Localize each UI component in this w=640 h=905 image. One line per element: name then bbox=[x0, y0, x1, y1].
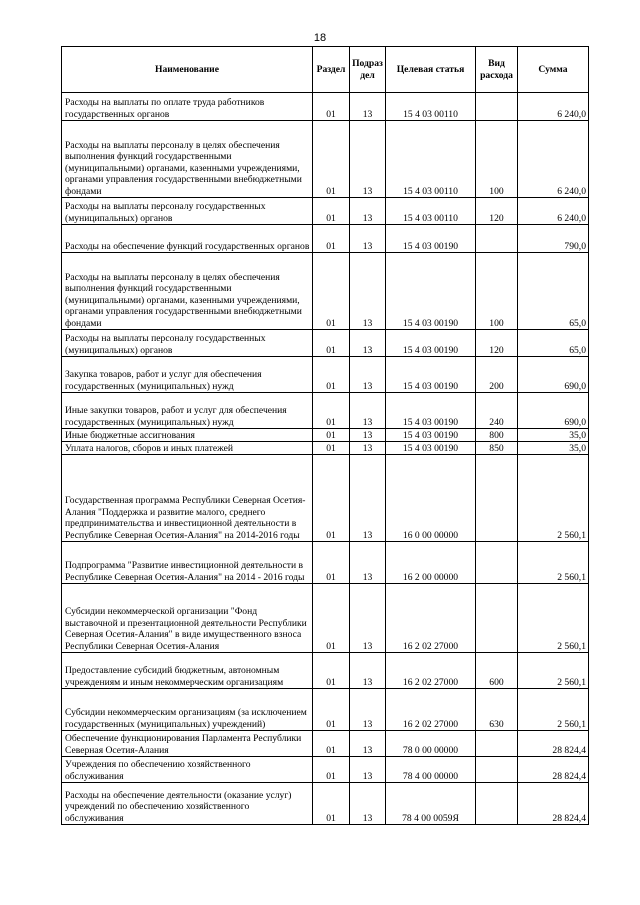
row-target-article-text: 15 4 03 00110 bbox=[403, 212, 458, 224]
row-target-article-text: 16 2 02 27000 bbox=[402, 718, 459, 730]
row-section bbox=[313, 455, 350, 542]
row-sum-text: 2 560,1 bbox=[557, 676, 586, 688]
row-sum-text: 2 560,1 bbox=[557, 571, 586, 583]
row-section-text: 01 bbox=[326, 380, 336, 392]
row-subsection bbox=[350, 442, 386, 455]
row-sum-text: 35,0 bbox=[569, 429, 586, 441]
row-name bbox=[62, 93, 313, 121]
row-sum bbox=[518, 653, 589, 689]
row-name-text: Закупка товаров, работ и услуг для обеспечения государственных (муниципальных) нужд bbox=[65, 369, 262, 392]
table-row bbox=[62, 225, 589, 253]
row-target-article bbox=[386, 253, 476, 330]
row-sum bbox=[518, 584, 589, 653]
page-number: 18 bbox=[313, 32, 327, 44]
row-sum bbox=[518, 330, 589, 357]
row-expense-type bbox=[476, 689, 518, 731]
row-sum-text: 6 240,0 bbox=[557, 108, 586, 120]
row-expense-type bbox=[476, 121, 518, 198]
row-name-text: Подпрограмма "Развитие инвестиционной деятельности в Республике Северная Осетия-Алания" на 2014 - 2016 годы bbox=[65, 560, 305, 583]
row-section bbox=[313, 757, 350, 783]
row-sum bbox=[518, 731, 589, 757]
row-name bbox=[62, 357, 313, 393]
row-target-article bbox=[386, 357, 476, 393]
row-target-article bbox=[386, 121, 476, 198]
budget-table bbox=[61, 46, 589, 825]
row-section-text: 01 bbox=[326, 108, 336, 120]
row-target-article bbox=[386, 653, 476, 689]
table-row bbox=[62, 689, 589, 731]
row-expense-type bbox=[476, 455, 518, 542]
row-subsection-text: 13 bbox=[362, 380, 373, 392]
row-subsection bbox=[350, 93, 386, 121]
row-expense-type bbox=[476, 393, 518, 429]
row-expense-type-text: 100 bbox=[489, 185, 504, 197]
row-section bbox=[313, 225, 350, 253]
row-section-text: 01 bbox=[326, 416, 336, 428]
row-expense-type bbox=[476, 357, 518, 393]
row-sum-text: 65,0 bbox=[569, 344, 586, 356]
row-section-text: 01 bbox=[326, 571, 336, 583]
table-row bbox=[62, 653, 589, 689]
row-subsection bbox=[350, 653, 386, 689]
row-name bbox=[62, 584, 313, 653]
row-subsection-text: 13 bbox=[362, 571, 373, 583]
row-subsection bbox=[350, 783, 386, 825]
row-expense-type-text: 850 bbox=[489, 442, 504, 454]
row-name-text: Обеспечение функционирования Парламента Республики Северная Осетия-Алания bbox=[65, 733, 302, 756]
row-target-article bbox=[386, 689, 476, 731]
row-expense-type-text: 120 bbox=[489, 212, 504, 224]
row-name-text: Расходы на выплаты персоналу государственных (муниципальных) органов bbox=[65, 333, 266, 356]
row-sum bbox=[518, 689, 589, 731]
table-row bbox=[62, 93, 589, 121]
row-name bbox=[62, 429, 313, 442]
row-expense-type bbox=[476, 225, 518, 253]
row-subsection-text: 13 bbox=[362, 429, 373, 441]
row-expense-type-text: 800 bbox=[489, 429, 504, 441]
row-expense-type bbox=[476, 429, 518, 442]
row-expense-type bbox=[476, 198, 518, 225]
row-expense-type bbox=[476, 330, 518, 357]
row-sum-text: 790,0 bbox=[564, 240, 586, 252]
row-target-article-text: 15 4 03 00190 bbox=[402, 317, 459, 329]
row-section-text: 01 bbox=[326, 212, 336, 224]
row-name bbox=[62, 253, 313, 330]
row-subsection-text: 13 bbox=[362, 442, 373, 454]
header-sum: Сумма bbox=[518, 47, 589, 93]
row-name bbox=[62, 198, 313, 225]
row-sum bbox=[518, 198, 589, 225]
row-section bbox=[313, 653, 350, 689]
row-target-article-text: 15 4 03 00190 bbox=[402, 429, 459, 441]
row-sum-text: 2 560,1 bbox=[557, 529, 586, 541]
row-name-text: Расходы на выплаты персоналу государственных (муниципальных) органов bbox=[65, 201, 266, 224]
row-sum bbox=[518, 225, 589, 253]
row-target-article bbox=[386, 393, 476, 429]
row-name-text: Субсидии некоммерческим организациям (за исключением государственных (муниципальных) учреждений) bbox=[65, 707, 307, 730]
row-section-text: 01 bbox=[326, 529, 336, 541]
row-expense-type bbox=[476, 731, 518, 757]
row-subsection bbox=[350, 429, 386, 442]
row-section bbox=[313, 393, 350, 429]
row-section bbox=[313, 689, 350, 731]
row-subsection bbox=[350, 253, 386, 330]
table-row bbox=[62, 542, 589, 584]
row-expense-type bbox=[476, 757, 518, 783]
row-name-text: Расходы на выплаты персоналу в целях обеспечения выполнения функций государственными (муниципальными) органами, казенными учреждениями, органами управления государственными внебюджетными фондами bbox=[65, 139, 302, 197]
row-name-text: Расходы на обеспечение функций государственных органов bbox=[65, 240, 310, 252]
row-section-text: 01 bbox=[326, 676, 336, 688]
row-section bbox=[313, 584, 350, 653]
row-sum-text: 690,0 bbox=[564, 416, 586, 428]
row-sum-text: 6 240,0 bbox=[557, 212, 586, 224]
row-subsection-text: 13 bbox=[362, 212, 373, 224]
row-target-article bbox=[386, 442, 476, 455]
row-name bbox=[62, 783, 313, 825]
row-sum bbox=[518, 357, 589, 393]
row-name-text: Предоставление субсидий бюджетным, автономным учреждениям и иным некоммерческим организациям bbox=[65, 665, 284, 688]
row-expense-type-text: 100 bbox=[489, 317, 504, 329]
row-name bbox=[62, 330, 313, 357]
row-target-article-text: 15 4 03 00110 bbox=[403, 108, 458, 120]
row-target-article bbox=[386, 731, 476, 757]
table-row bbox=[62, 393, 589, 429]
row-section bbox=[313, 330, 350, 357]
row-sum-text: 28 824,4 bbox=[552, 744, 586, 756]
row-name-text: Государственная программа Республики Северная Осетия-Алания "Поддержка и развитие малого, среднего предпринимательства и инвестиционной деятельности в Республике Северная Осетия-Алания" на 2014-2016 годы bbox=[65, 495, 306, 541]
row-sum-text: 28 824,4 bbox=[552, 812, 586, 824]
row-name bbox=[62, 225, 313, 253]
row-section bbox=[313, 198, 350, 225]
table-row bbox=[62, 357, 589, 393]
header-expense-type: Вид расхода bbox=[476, 47, 518, 93]
header-section: Раздел bbox=[313, 47, 350, 93]
row-sum bbox=[518, 455, 589, 542]
row-sum bbox=[518, 783, 589, 825]
row-target-article bbox=[386, 93, 476, 121]
row-sum bbox=[518, 442, 589, 455]
row-expense-type-text: 200 bbox=[489, 380, 504, 392]
row-sum bbox=[518, 757, 589, 783]
row-section bbox=[313, 93, 350, 121]
row-section-text: 01 bbox=[326, 718, 336, 730]
table-header-row bbox=[62, 47, 589, 93]
row-name bbox=[62, 757, 313, 783]
row-name-text: Субсидии некоммерческой организации "Фонд выставочной и презентационной деятельности Республики Северная Осетия-Алания" в виде имущественного взноса Республики Северная Осетия-Алания bbox=[65, 606, 307, 652]
row-section-text: 01 bbox=[326, 770, 336, 782]
row-sum bbox=[518, 253, 589, 330]
row-sum-text: 6 240,0 bbox=[557, 185, 586, 197]
row-expense-type bbox=[476, 93, 518, 121]
row-target-article-text: 15 4 03 00190 bbox=[402, 442, 459, 454]
row-subsection-text: 13 bbox=[362, 770, 373, 782]
row-target-article bbox=[386, 783, 476, 825]
row-target-article bbox=[386, 757, 476, 783]
row-section-text: 01 bbox=[326, 344, 336, 356]
row-section-text: 01 bbox=[326, 812, 336, 824]
row-subsection-text: 13 bbox=[362, 744, 373, 756]
row-target-article-text: 16 0 00 00000 bbox=[402, 529, 459, 541]
row-name-text: Иные закупки товаров, работ и услуг для обеспечения государственных (муниципальных) нужд bbox=[65, 405, 287, 428]
row-subsection-text: 13 bbox=[362, 185, 373, 197]
row-section-text: 01 bbox=[326, 240, 336, 252]
row-name bbox=[62, 653, 313, 689]
row-name bbox=[62, 121, 313, 198]
row-target-article bbox=[386, 542, 476, 584]
row-name-text: Расходы на выплаты персоналу в целях обеспечения выполнения функций государственными (муниципальными) органами, казенными учреждениями, органами управления государственными внебюджетными фондами bbox=[65, 271, 302, 329]
table-row bbox=[62, 757, 589, 783]
row-subsection-text: 13 bbox=[362, 640, 373, 652]
row-sum-text: 35,0 bbox=[569, 442, 586, 454]
row-target-article bbox=[386, 584, 476, 653]
row-subsection bbox=[350, 330, 386, 357]
row-section-text: 01 bbox=[326, 442, 336, 454]
row-expense-type bbox=[476, 653, 518, 689]
row-expense-type bbox=[476, 442, 518, 455]
row-section bbox=[313, 442, 350, 455]
row-section bbox=[313, 429, 350, 442]
row-name bbox=[62, 731, 313, 757]
row-target-article-text: 78 4 00 00000 bbox=[402, 770, 459, 782]
row-sum bbox=[518, 429, 589, 442]
row-sum bbox=[518, 393, 589, 429]
row-target-article-text: 15 4 03 00190 bbox=[402, 344, 459, 356]
row-expense-type bbox=[476, 542, 518, 584]
row-name-text: Учреждения по обеспечению хозяйственного обслуживания bbox=[65, 759, 251, 782]
row-subsection bbox=[350, 357, 386, 393]
table-row bbox=[62, 731, 589, 757]
row-section bbox=[313, 357, 350, 393]
row-target-article-text: 16 2 00 00000 bbox=[402, 571, 459, 583]
table-row bbox=[62, 584, 589, 653]
table-body bbox=[62, 93, 589, 825]
row-subsection bbox=[350, 121, 386, 198]
row-sum-text: 2 560,1 bbox=[557, 640, 586, 652]
row-section bbox=[313, 731, 350, 757]
table-row bbox=[62, 253, 589, 330]
table-row bbox=[62, 442, 589, 455]
row-subsection bbox=[350, 198, 386, 225]
row-subsection bbox=[350, 689, 386, 731]
table-row bbox=[62, 330, 589, 357]
row-name bbox=[62, 455, 313, 542]
row-name bbox=[62, 442, 313, 455]
row-subsection bbox=[350, 731, 386, 757]
header-name: Наименование bbox=[62, 47, 313, 93]
row-sum-text: 2 560,1 bbox=[557, 718, 586, 730]
row-target-article-text: 15 4 03 00110 bbox=[403, 185, 458, 197]
row-section bbox=[313, 542, 350, 584]
row-expense-type bbox=[476, 783, 518, 825]
row-subsection bbox=[350, 584, 386, 653]
table-row bbox=[62, 455, 589, 542]
row-target-article-text: 16 2 02 27000 bbox=[402, 676, 459, 688]
row-target-article-text: 15 4 03 00190 bbox=[402, 380, 459, 392]
row-section-text: 01 bbox=[326, 429, 336, 441]
row-expense-type-text: 240 bbox=[489, 416, 504, 428]
row-target-article-text: 16 2 02 27000 bbox=[402, 640, 459, 652]
row-target-article-text: 15 4 03 00190 bbox=[402, 240, 459, 252]
row-target-article-text: 78 0 00 00000 bbox=[402, 744, 459, 756]
row-section bbox=[313, 253, 350, 330]
row-expense-type-text: 600 bbox=[489, 676, 504, 688]
row-target-article bbox=[386, 455, 476, 542]
row-name-text: Иные бюджетные ассигнования bbox=[65, 429, 195, 441]
row-name-text: Расходы на обеспечение деятельности (оказание услуг) учреждений по обеспечению хозяйственного обслуживания bbox=[65, 789, 292, 824]
row-subsection bbox=[350, 757, 386, 783]
row-expense-type bbox=[476, 584, 518, 653]
row-target-article bbox=[386, 429, 476, 442]
row-subsection-text: 13 bbox=[362, 344, 373, 356]
row-subsection-text: 13 bbox=[362, 812, 373, 824]
row-section-text: 01 bbox=[326, 640, 336, 652]
table-row bbox=[62, 783, 589, 825]
row-section-text: 01 bbox=[326, 185, 336, 197]
row-section bbox=[313, 783, 350, 825]
row-target-article bbox=[386, 330, 476, 357]
table-row bbox=[62, 429, 589, 442]
row-expense-type bbox=[476, 253, 518, 330]
header-target-article: Целевая статья bbox=[386, 47, 476, 93]
row-subsection bbox=[350, 455, 386, 542]
row-name bbox=[62, 393, 313, 429]
row-sum-text: 690,0 bbox=[564, 380, 586, 392]
row-name bbox=[62, 689, 313, 731]
header-subsection: Подраз дел bbox=[350, 47, 386, 93]
row-subsection bbox=[350, 393, 386, 429]
table-row bbox=[62, 121, 589, 198]
row-section bbox=[313, 121, 350, 198]
row-section-text: 01 bbox=[326, 317, 336, 329]
row-target-article bbox=[386, 198, 476, 225]
row-subsection-text: 13 bbox=[362, 718, 373, 730]
row-target-article bbox=[386, 225, 476, 253]
row-subsection-text: 13 bbox=[362, 529, 373, 541]
row-sum bbox=[518, 93, 589, 121]
row-name-text: Расходы на выплаты по оплате труда работников государственных органов bbox=[65, 97, 265, 120]
row-subsection-text: 13 bbox=[362, 416, 373, 428]
row-target-article-text: 78 4 00 0059Я bbox=[402, 812, 459, 824]
row-subsection-text: 13 bbox=[362, 317, 373, 329]
row-sum-text: 28 824,4 bbox=[552, 770, 586, 782]
row-sum bbox=[518, 542, 589, 584]
row-sum bbox=[518, 121, 589, 198]
row-expense-type-text: 630 bbox=[489, 718, 504, 730]
table-row bbox=[62, 198, 589, 225]
row-subsection-text: 13 bbox=[362, 108, 373, 120]
row-section-text: 01 bbox=[326, 744, 336, 756]
row-expense-type-text: 120 bbox=[489, 344, 504, 356]
row-subsection-text: 13 bbox=[362, 240, 373, 252]
row-subsection-text: 13 bbox=[362, 676, 373, 688]
row-name-text: Уплата налогов, сборов и иных платежей bbox=[65, 442, 234, 454]
row-subsection bbox=[350, 225, 386, 253]
row-sum-text: 65,0 bbox=[569, 317, 586, 329]
row-subsection bbox=[350, 542, 386, 584]
row-target-article-text: 15 4 03 00190 bbox=[402, 416, 459, 428]
row-name bbox=[62, 542, 313, 584]
